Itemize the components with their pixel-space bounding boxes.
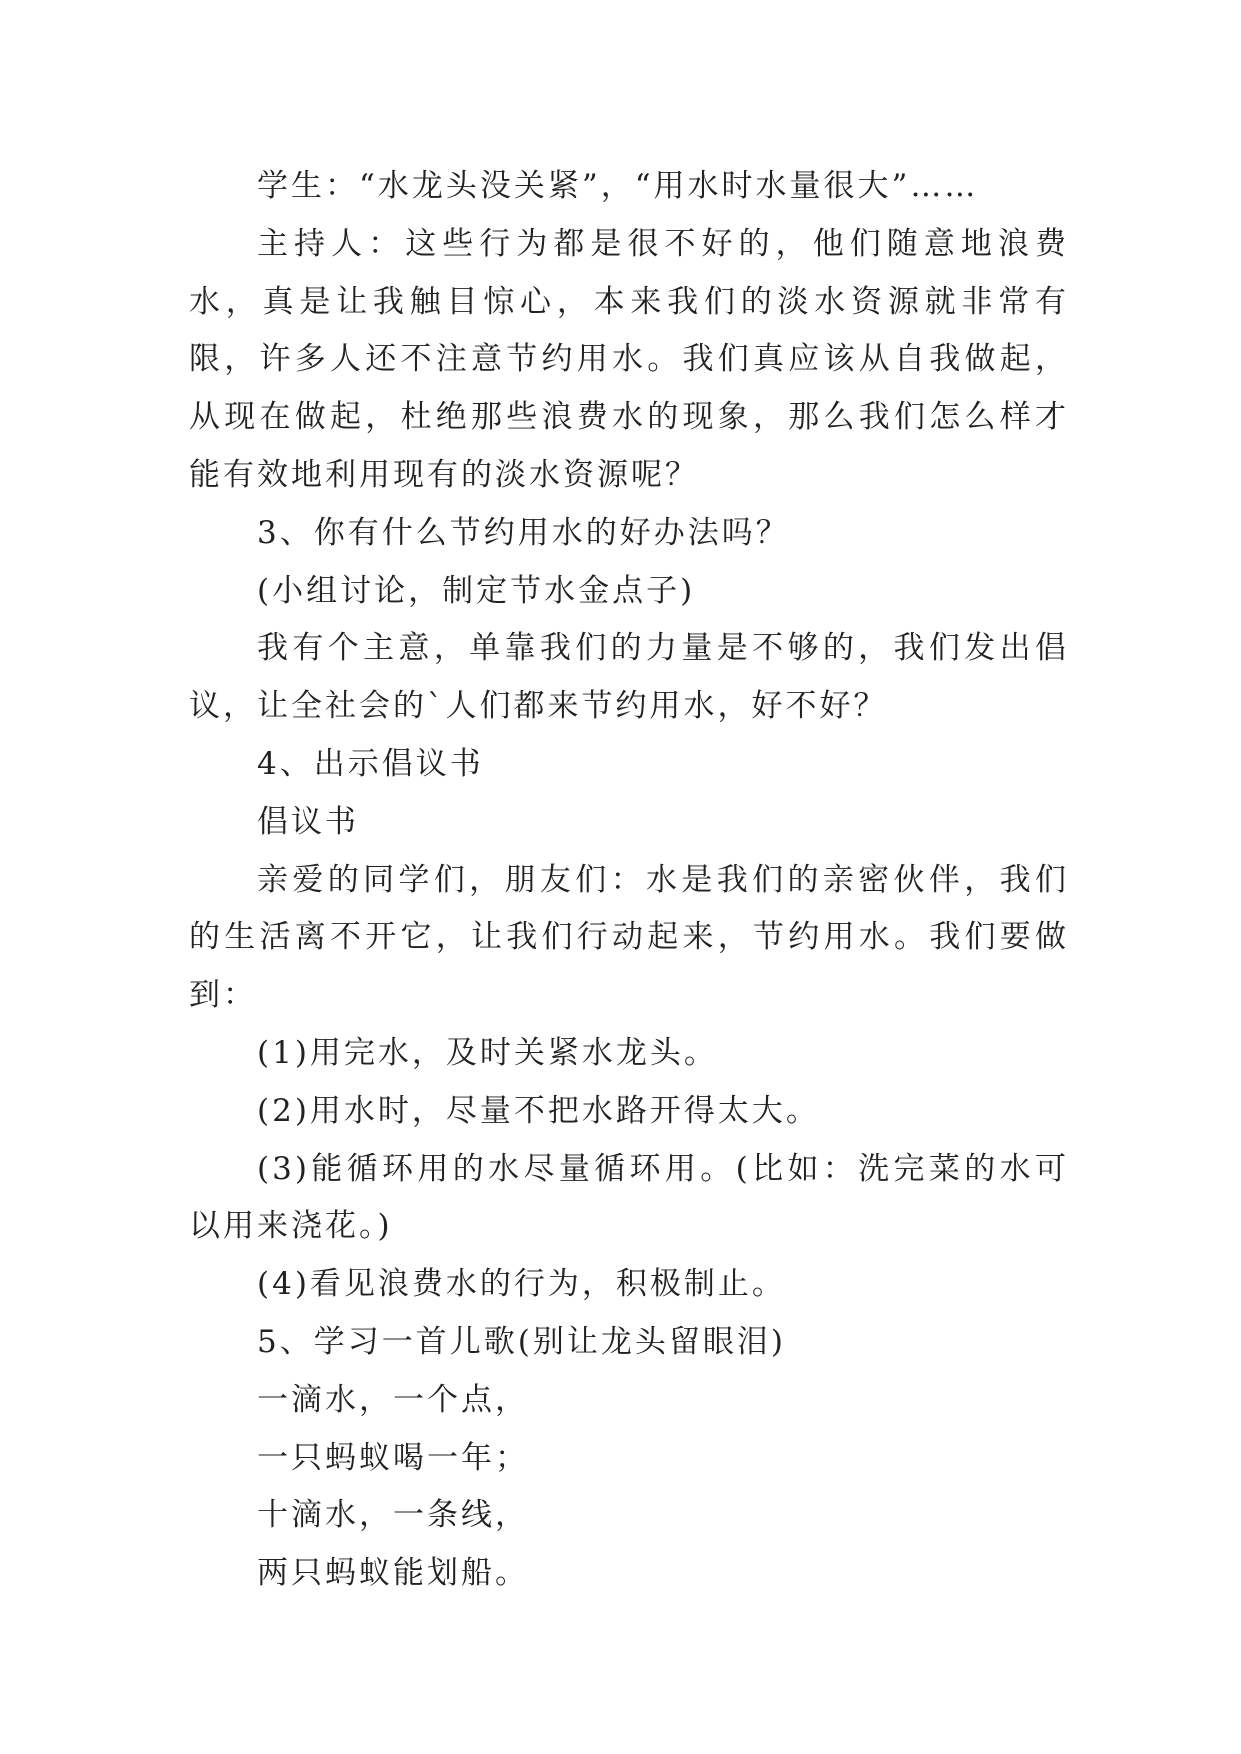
paragraph-step-5: 5、学习一首儿歌(别让龙头留眼泪) xyxy=(257,1323,786,1360)
paragraph-student-answer: 学生：“水龙头没关紧”，“用水时水量很大”…… xyxy=(257,168,979,204)
paragraph-proposal-title: 倡议书 xyxy=(257,803,359,840)
poem-line: 一只蚂蚁喝一年； xyxy=(257,1439,529,1476)
poem-line: 一滴水，一个点， xyxy=(257,1381,529,1418)
paragraph-host-remarks: 主持人：这些行为都是很不好的，他们随意地浪费水，真是让我触目惊心，本来我们的淡水资源就非常有限，许多人还不注意节约用水。我们真应该从自我做起，从现在做起，杜绝那些浪费水的现象，那么我们怎么样才能有效地利用现有的淡水资源呢？ xyxy=(189,225,1069,493)
paragraph-group-discussion: (小组讨论，制定节水金点子) xyxy=(257,572,696,609)
paragraph-item-2: (2)用水时，尽量不把水路开得太大。 xyxy=(257,1092,820,1129)
paragraph-step-4: 4、出示倡议书 xyxy=(257,745,484,782)
paragraph-item-1: (1)用完水，及时关紧水龙头。 xyxy=(257,1034,718,1071)
poem-line: 十滴水，一条线， xyxy=(257,1497,529,1534)
paragraph-item-3: (3)能循环用的水尽量循环用。(比如：洗完菜的水可以用来浇花。) xyxy=(189,1150,1069,1245)
poem-line: 两只蚂蚁能划船。 xyxy=(257,1555,529,1592)
document-body xyxy=(189,158,1069,1603)
paragraph-proposal-intro: 亲爱的同学们，朋友们：水是我们的亲密伙伴，我们的生活离不开它，让我们行动起来，节约用水。我们要做到： xyxy=(189,861,1069,1014)
paragraph-question-3: 3、你有什么节约用水的好办法吗？ xyxy=(257,514,790,551)
paragraph-proposal-idea: 我有个主意，单靠我们的力量是不够的，我们发出倡议，让全社会的`人们都来节约用水，好不好？ xyxy=(189,630,1069,725)
paragraph-item-4: (4)看见浪费水的行为，积极制止。 xyxy=(257,1266,786,1303)
